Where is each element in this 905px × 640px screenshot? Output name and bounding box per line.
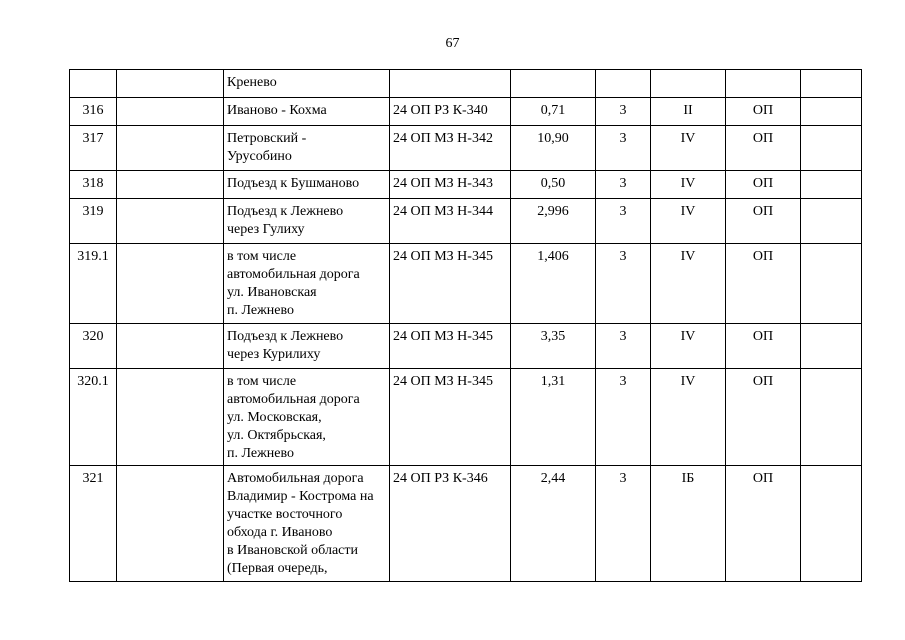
category-cell-text: IV bbox=[680, 176, 696, 191]
type-cell-text: ОП bbox=[752, 374, 774, 389]
category-cell-text: IБ bbox=[681, 471, 695, 486]
blank-cell bbox=[117, 171, 224, 199]
last-cell-text bbox=[801, 70, 861, 72]
category-cell bbox=[651, 98, 726, 126]
road-name-cell-text: в том числе автомобильная дорога ул. Ивановская п. Лежнево bbox=[227, 249, 360, 318]
type-cell-text: ОП bbox=[752, 103, 774, 118]
row-number-cell bbox=[70, 244, 117, 324]
last-cell-text bbox=[801, 244, 861, 246]
road-code-cell-text: 24 ОП МЗ Н-342 bbox=[393, 131, 493, 146]
row-number-cell-text: 320 bbox=[82, 329, 104, 344]
road-code-cell bbox=[390, 199, 511, 244]
length-cell-text: 2,996 bbox=[537, 204, 569, 219]
road-code-cell-text: 24 ОП РЗ К-346 bbox=[393, 471, 488, 486]
blank-cell-text bbox=[117, 171, 223, 173]
road-code-cell bbox=[390, 244, 511, 324]
table-row bbox=[70, 98, 862, 126]
length-cell-text bbox=[511, 70, 595, 74]
page-number: 67 bbox=[445, 36, 460, 51]
length-cell bbox=[511, 70, 596, 98]
last-cell-text bbox=[801, 199, 861, 201]
last-cell-text bbox=[801, 171, 861, 173]
type-cell bbox=[726, 324, 801, 369]
row-number-cell-text: 318 bbox=[82, 176, 104, 191]
class-cell bbox=[596, 171, 651, 199]
table-row bbox=[70, 199, 862, 244]
row-number-cell bbox=[70, 171, 117, 199]
length-cell-text: 3,35 bbox=[540, 329, 566, 344]
road-code-cell-text: 24 ОП МЗ Н-345 bbox=[393, 329, 493, 344]
category-cell bbox=[651, 466, 726, 582]
category-cell bbox=[651, 369, 726, 466]
last-cell-text bbox=[801, 369, 861, 371]
class-cell bbox=[596, 369, 651, 466]
blank-cell-text bbox=[117, 199, 223, 201]
type-cell-text: ОП bbox=[752, 131, 774, 146]
category-cell bbox=[651, 171, 726, 199]
length-cell-text: 0,50 bbox=[540, 176, 566, 191]
class-cell bbox=[596, 244, 651, 324]
road-name-cell bbox=[224, 324, 390, 369]
road-code-cell bbox=[390, 369, 511, 466]
row-number-cell bbox=[70, 324, 117, 369]
road-code-cell-text: 24 ОП РЗ К-340 bbox=[393, 103, 488, 118]
length-cell-text: 1,406 bbox=[537, 249, 569, 264]
category-cell-text: IV bbox=[680, 374, 696, 389]
road-name-cell bbox=[224, 369, 390, 466]
blank-cell bbox=[117, 199, 224, 244]
road-name-cell bbox=[224, 466, 390, 582]
length-cell bbox=[511, 98, 596, 126]
blank-cell-text bbox=[117, 466, 223, 468]
blank-cell bbox=[117, 70, 224, 98]
class-cell-text bbox=[596, 70, 650, 74]
type-cell-text: ОП bbox=[752, 471, 774, 486]
row-number-cell-text: 319 bbox=[82, 204, 104, 219]
length-cell-text: 1,31 bbox=[540, 374, 566, 389]
length-cell bbox=[511, 126, 596, 171]
road-name-cell-text: Подъезд к Лежнево через Курилиху bbox=[227, 329, 344, 362]
type-cell-text: ОП bbox=[752, 176, 774, 191]
blank-cell bbox=[117, 324, 224, 369]
last-cell bbox=[801, 70, 862, 98]
length-cell-text: 0,71 bbox=[540, 103, 566, 118]
road-name-cell-text: Подъезд к Лежнево через Гулиху bbox=[227, 204, 344, 237]
road-name-cell bbox=[224, 126, 390, 171]
road-name-cell-text: Автомобильная дорога Владимир - Кострома на участке восточного обхода г. Иваново в Ивановской области (Первая очередь, bbox=[227, 471, 374, 576]
category-cell-text: IV bbox=[680, 249, 696, 264]
class-cell-text: 3 bbox=[619, 374, 627, 389]
class-cell bbox=[596, 126, 651, 171]
class-cell bbox=[596, 466, 651, 582]
type-cell-text: ОП bbox=[752, 204, 774, 219]
row-number-cell-text: 319.1 bbox=[77, 249, 109, 264]
class-cell-text: 3 bbox=[619, 204, 627, 219]
last-cell-text bbox=[801, 98, 861, 100]
type-cell bbox=[726, 244, 801, 324]
road-code-cell-text bbox=[390, 70, 510, 74]
type-cell bbox=[726, 126, 801, 171]
last-cell bbox=[801, 199, 862, 244]
blank-cell bbox=[117, 466, 224, 582]
row-number-cell-text: 317 bbox=[82, 131, 104, 146]
blank-cell-text bbox=[117, 98, 223, 100]
blank-cell-text bbox=[117, 126, 223, 128]
table-row bbox=[70, 324, 862, 369]
category-cell bbox=[651, 126, 726, 171]
category-cell-text: IV bbox=[680, 204, 696, 219]
row-number-cell-text: 321 bbox=[82, 471, 104, 486]
last-cell bbox=[801, 466, 862, 582]
type-cell bbox=[726, 98, 801, 126]
blank-cell-text bbox=[117, 244, 223, 246]
category-cell-text: IV bbox=[680, 329, 696, 344]
road-name-cell-text: Подъезд к Бушманово bbox=[227, 176, 360, 191]
row-number-cell bbox=[70, 466, 117, 582]
table-row bbox=[70, 70, 862, 98]
roads-table bbox=[69, 69, 862, 582]
road-code-cell bbox=[390, 126, 511, 171]
road-name-cell bbox=[224, 70, 390, 98]
road-name-cell-text: Иваново - Кохма bbox=[227, 103, 327, 118]
class-cell bbox=[596, 324, 651, 369]
blank-cell-text bbox=[117, 324, 223, 326]
road-code-cell-text: 24 ОП МЗ Н-344 bbox=[393, 204, 493, 219]
last-cell bbox=[801, 126, 862, 171]
last-cell-text bbox=[801, 126, 861, 128]
length-cell bbox=[511, 199, 596, 244]
road-name-cell bbox=[224, 171, 390, 199]
table-row bbox=[70, 126, 862, 171]
length-cell-text: 2,44 bbox=[540, 471, 566, 486]
row-number-cell bbox=[70, 126, 117, 171]
row-number-cell-text: 320.1 bbox=[77, 374, 109, 389]
category-cell-text: IV bbox=[680, 131, 696, 146]
length-cell bbox=[511, 244, 596, 324]
last-cell bbox=[801, 244, 862, 324]
category-cell bbox=[651, 244, 726, 324]
last-cell bbox=[801, 98, 862, 126]
category-cell bbox=[651, 70, 726, 98]
road-code-cell bbox=[390, 324, 511, 369]
row-number-cell bbox=[70, 98, 117, 126]
road-name-cell bbox=[224, 244, 390, 324]
blank-cell bbox=[117, 126, 224, 171]
class-cell bbox=[596, 98, 651, 126]
length-cell bbox=[511, 369, 596, 466]
blank-cell-text bbox=[117, 70, 223, 72]
row-number-cell-text bbox=[70, 70, 116, 74]
length-cell bbox=[511, 466, 596, 582]
type-cell bbox=[726, 369, 801, 466]
type-cell bbox=[726, 199, 801, 244]
class-cell-text: 3 bbox=[619, 471, 627, 486]
class-cell bbox=[596, 70, 651, 98]
class-cell-text: 3 bbox=[619, 103, 627, 118]
class-cell-text: 3 bbox=[619, 249, 627, 264]
road-name-cell-text: Кренево bbox=[227, 75, 277, 90]
type-cell bbox=[726, 70, 801, 98]
road-code-cell bbox=[390, 98, 511, 126]
road-name-cell bbox=[224, 199, 390, 244]
last-cell-text bbox=[801, 466, 861, 468]
last-cell bbox=[801, 171, 862, 199]
class-cell bbox=[596, 199, 651, 244]
row-number-cell bbox=[70, 369, 117, 466]
blank-cell bbox=[117, 369, 224, 466]
road-name-cell-text: Петровский - Урусобино bbox=[227, 131, 307, 164]
type-cell bbox=[726, 171, 801, 199]
road-code-cell-text: 24 ОП МЗ Н-345 bbox=[393, 374, 493, 389]
type-cell bbox=[726, 466, 801, 582]
blank-cell bbox=[117, 244, 224, 324]
length-cell bbox=[511, 324, 596, 369]
road-code-cell bbox=[390, 171, 511, 199]
blank-cell bbox=[117, 98, 224, 126]
road-code-cell bbox=[390, 70, 511, 98]
last-cell bbox=[801, 324, 862, 369]
last-cell bbox=[801, 369, 862, 466]
class-cell-text: 3 bbox=[619, 131, 627, 146]
class-cell-text: 3 bbox=[619, 176, 627, 191]
type-cell-text bbox=[726, 70, 800, 74]
row-number-cell-text: 316 bbox=[82, 103, 104, 118]
table-row bbox=[70, 171, 862, 199]
table-row bbox=[70, 244, 862, 324]
row-number-cell bbox=[70, 70, 117, 98]
row-number-cell bbox=[70, 199, 117, 244]
category-cell bbox=[651, 199, 726, 244]
type-cell-text: ОП bbox=[752, 329, 774, 344]
blank-cell-text bbox=[117, 369, 223, 371]
last-cell-text bbox=[801, 324, 861, 326]
table-row bbox=[70, 369, 862, 466]
category-cell bbox=[651, 324, 726, 369]
road-code-cell-text: 24 ОП МЗ Н-343 bbox=[393, 176, 493, 191]
road-code-cell-text: 24 ОП МЗ Н-345 bbox=[393, 249, 493, 264]
road-name-cell-text: в том числе автомобильная дорога ул. Московская, ул. Октябрьская, п. Лежнево bbox=[227, 374, 360, 461]
category-cell-text bbox=[651, 70, 725, 74]
road-code-cell bbox=[390, 466, 511, 582]
length-cell-text: 10,90 bbox=[537, 131, 569, 146]
category-cell-text: II bbox=[683, 103, 693, 118]
class-cell-text: 3 bbox=[619, 329, 627, 344]
length-cell bbox=[511, 171, 596, 199]
table-row bbox=[70, 466, 862, 582]
road-name-cell bbox=[224, 98, 390, 126]
type-cell-text: ОП bbox=[752, 249, 774, 264]
